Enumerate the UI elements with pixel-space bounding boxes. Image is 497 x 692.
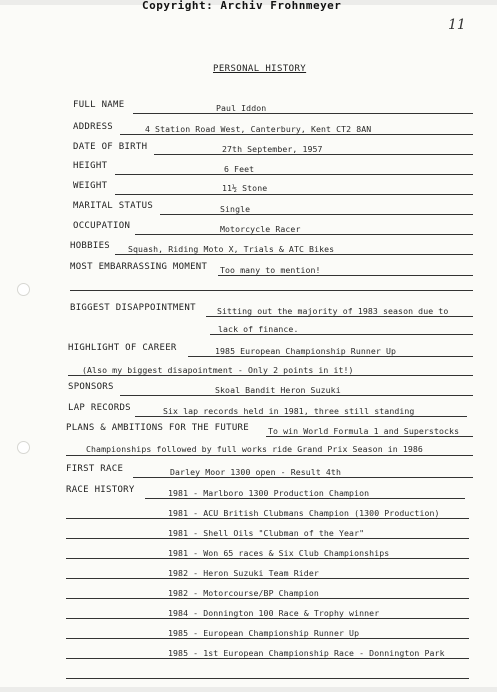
- address-label: ADDRESS: [73, 122, 114, 132]
- full-name-value: Paul Iddon: [216, 103, 267, 113]
- occupation-label: OCCUPATION: [73, 221, 131, 231]
- dob-line: [154, 154, 473, 155]
- plans-value-2: Championships followed by full works ride Grand Prix Season in 1986: [86, 444, 423, 454]
- weight-label: WEIGHT: [73, 181, 108, 191]
- full-name-line: [133, 113, 473, 114]
- hobbies-value: Squash, Riding Moto X, Trials & ATC Bikes: [128, 244, 335, 254]
- highlight-line-2: [68, 375, 473, 376]
- highlight-value-1: 1985 European Championship Runner Up: [215, 346, 397, 356]
- occupation-value: Motorcycle Racer: [220, 224, 301, 234]
- race-history-label: RACE HISTORY: [66, 485, 135, 495]
- sponsors-label: SPONSORS: [68, 382, 114, 392]
- height-line: [115, 174, 473, 175]
- marital-label: MARITAL STATUS: [73, 201, 154, 211]
- hobbies-label: HOBBIES: [70, 241, 111, 251]
- race-history-entry: 1985 - 1st European Championship Race - Donnington Park: [168, 648, 445, 658]
- occupation-line: [135, 234, 473, 235]
- dob-value: 27th September, 1957: [222, 144, 323, 154]
- weight-value: 11½ Stone: [222, 183, 268, 193]
- race-history-line: [66, 558, 469, 559]
- race-history-entry: 1984 - Donnington 100 Race & Trophy winner: [168, 608, 380, 618]
- race-history-line: [66, 518, 469, 519]
- race-history-entry: 1982 - Motorcourse/BP Champion: [168, 588, 319, 598]
- lap-records-value: Six lap records held in 1981, three still standing: [163, 406, 415, 416]
- address-value: 4 Station Road West, Canterbury, Kent CT2 8AN: [145, 124, 372, 134]
- race-history-line: [66, 658, 469, 659]
- highlight-value-2: (Also my biggest disapointment - Only 2 points in it!): [82, 365, 354, 375]
- embarrassing-line: [218, 275, 473, 276]
- dob-label: DATE OF BIRTH: [73, 142, 148, 152]
- plans-line: [266, 436, 473, 437]
- highlight-line: [188, 356, 473, 357]
- first-race-label: FIRST RACE: [66, 464, 124, 474]
- race-history-line: [66, 638, 469, 639]
- race-history-entry: 1981 - Marlboro 1300 Production Champion: [168, 488, 370, 498]
- embarrassing-value: Too many to mention!: [220, 265, 321, 275]
- race-history-line: [66, 618, 469, 619]
- punch-hole-bottom: [17, 441, 30, 454]
- sponsors-line: [120, 395, 473, 396]
- disappointment-line-2: [210, 334, 473, 335]
- race-history-entry: 1982 - Heron Suzuki Team Rider: [168, 568, 319, 578]
- plans-line-2: [66, 455, 473, 456]
- plans-label: PLANS & AMBITIONS FOR THE FUTURE: [66, 423, 249, 433]
- highlight-label: HIGHLIGHT OF CAREER: [68, 343, 177, 353]
- race-history-entry: 1981 - ACU British Clubmans Champion (1300 Production): [168, 508, 440, 518]
- race-history-line: [66, 678, 469, 679]
- embarrassing-line-2: [70, 290, 473, 291]
- height-label: HEIGHT: [73, 161, 108, 171]
- first-race-line: [133, 477, 473, 478]
- marital-line: [160, 214, 473, 215]
- sponsors-value: Skoal Bandit Heron Suzuki: [215, 385, 341, 395]
- marital-value: Single: [220, 204, 251, 214]
- copyright-notice: Copyright: Archiv Frohnmeyer: [142, 0, 342, 12]
- disappointment-label: BIGGEST DISAPPOINTMENT: [70, 303, 196, 313]
- race-history-entry: 1981 - Won 65 races & Six Club Championships: [168, 548, 390, 558]
- lap-records-label: LAP RECORDS: [68, 403, 131, 413]
- form-title: PERSONAL HISTORY: [213, 64, 307, 74]
- weight-line: [115, 194, 473, 195]
- race-history-line: [145, 498, 465, 499]
- lap-records-line: [135, 416, 467, 417]
- disappointment-value-2: lack of finance.: [218, 324, 299, 334]
- race-history-line: [66, 538, 469, 539]
- embarrassing-label: MOST EMBARRASSING MOMENT: [70, 262, 208, 272]
- race-history-entry: 1981 - Shell Oils "Clubman of the Year": [168, 528, 365, 538]
- hobbies-line: [115, 254, 473, 255]
- height-value: 6 Feet: [224, 164, 255, 174]
- race-history-line: [66, 578, 469, 579]
- bottom-edge: [0, 687, 497, 692]
- punch-hole-top: [17, 283, 30, 296]
- full-name-label: FULL NAME: [73, 100, 125, 110]
- first-race-value: Darley Moor 1300 open - Result 4th: [170, 467, 341, 477]
- page-number: 11: [448, 17, 466, 33]
- race-history-entry: 1985 - European Championship Runner Up: [168, 628, 360, 638]
- race-history-line: [66, 598, 469, 599]
- address-line: [120, 134, 473, 135]
- plans-value-1: To win World Formula 1 and Superstocks: [268, 426, 460, 436]
- disappointment-value-1: Sitting out the majority of 1983 season due to: [217, 306, 449, 316]
- disappointment-line: [206, 316, 473, 317]
